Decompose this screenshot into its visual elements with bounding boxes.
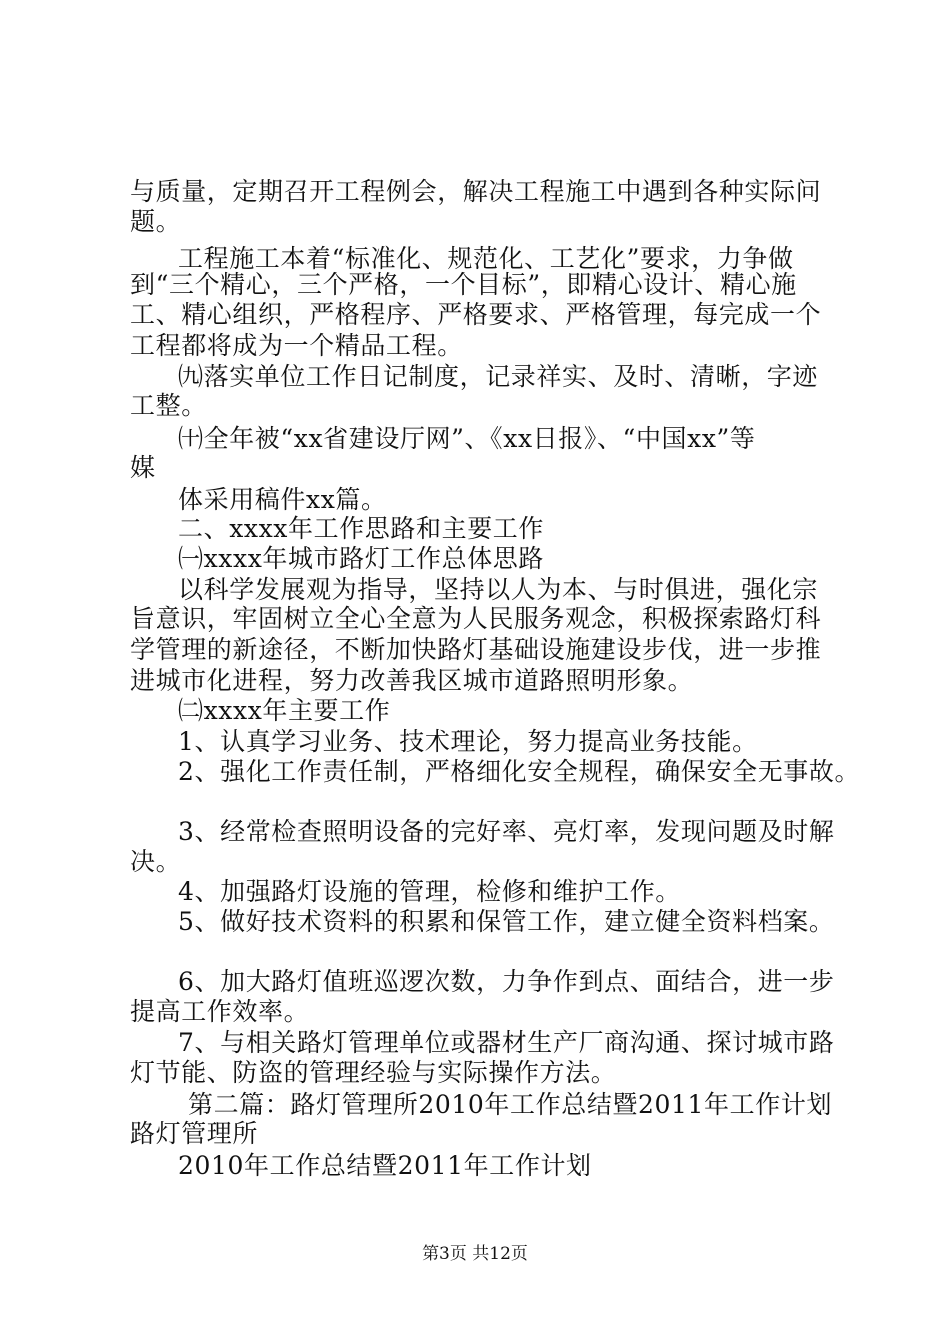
subsection-heading: ㈠xxxx年城市路灯工作总体思路 bbox=[178, 544, 544, 573]
text-line: 学管理的新途径，不断加快路灯基础设施建设步伐，进一步推 bbox=[130, 635, 822, 664]
page-footer: 第3页 共12页 bbox=[422, 1244, 528, 1264]
text-line: 体采用稿件xx篇。 bbox=[178, 485, 387, 514]
text-line: 到“三个精心，三个严格，一个目标”，即精心设计、精心施 bbox=[130, 270, 797, 299]
text-line: ㈨落实单位工作日记制度，记录祥实、及时、清晰，字迹 bbox=[178, 362, 819, 391]
list-item: 1、认真学习业务、技术理论，努力提高业务技能。 bbox=[178, 727, 758, 756]
text-line: 题。 bbox=[130, 207, 182, 236]
section-heading: 二、xxxx年工作思路和主要工作 bbox=[178, 514, 544, 543]
text-line: 以科学发展观为指导，坚持以人为本、与时俱进，强化宗 bbox=[178, 575, 819, 604]
text-line: 工程施工本着“标准化、规范化、工艺化”要求，力争做 bbox=[178, 244, 794, 273]
text-line: 工程都将成为一个精品工程。 bbox=[130, 331, 463, 360]
text-line: 提高工作效率。 bbox=[130, 997, 310, 1026]
list-item: 4、加强路灯设施的管理，检修和维护工作。 bbox=[178, 877, 681, 906]
text-line: 进城市化进程，努力改善我区城市道路照明形象。 bbox=[130, 666, 694, 695]
text-line: 与质量，定期召开工程例会，解决工程施工中遇到各种实际问 bbox=[130, 177, 822, 206]
text-line: 2010年工作总结暨2011年工作计划 bbox=[178, 1151, 592, 1180]
list-item: 6、加大路灯值班巡逻次数，力争作到点、面结合，进一步 bbox=[178, 967, 835, 996]
subsection-heading: ㈡xxxx年主要工作 bbox=[178, 696, 391, 725]
chapter-heading: 第二篇：路灯管理所2010年工作总结暨2011年工作计划 bbox=[188, 1090, 833, 1119]
text-line: 工整。 bbox=[130, 391, 207, 420]
text-line: 决。 bbox=[130, 847, 182, 876]
text-line: 灯节能、防盗的管理经验与实际操作方法。 bbox=[130, 1058, 617, 1087]
list-item: 5、做好技术资料的积累和保管工作，建立健全资料档案。 bbox=[178, 907, 835, 936]
text-line: 路灯管理所 bbox=[130, 1119, 259, 1148]
text-line: 工、精心组织，严格程序、严格要求、严格管理，每完成一个 bbox=[130, 300, 822, 329]
list-item: 2、强化工作责任制，严格细化安全规程，确保安全无事故。 bbox=[178, 757, 861, 786]
list-item: 7、与相关路灯管理单位或器材生产厂商沟通、探讨城市路 bbox=[178, 1028, 835, 1057]
text-line: ㈩全年被“xx省建设厅网”、《xx日报》、“中国xx”等 bbox=[178, 424, 756, 453]
text-line: 媒 bbox=[130, 453, 156, 482]
list-item: 3、经常检查照明设备的完好率、亮灯率，发现问题及时解 bbox=[178, 817, 835, 846]
text-line: 旨意识，牢固树立全心全意为人民服务观念，积极探索路灯科 bbox=[130, 604, 822, 633]
